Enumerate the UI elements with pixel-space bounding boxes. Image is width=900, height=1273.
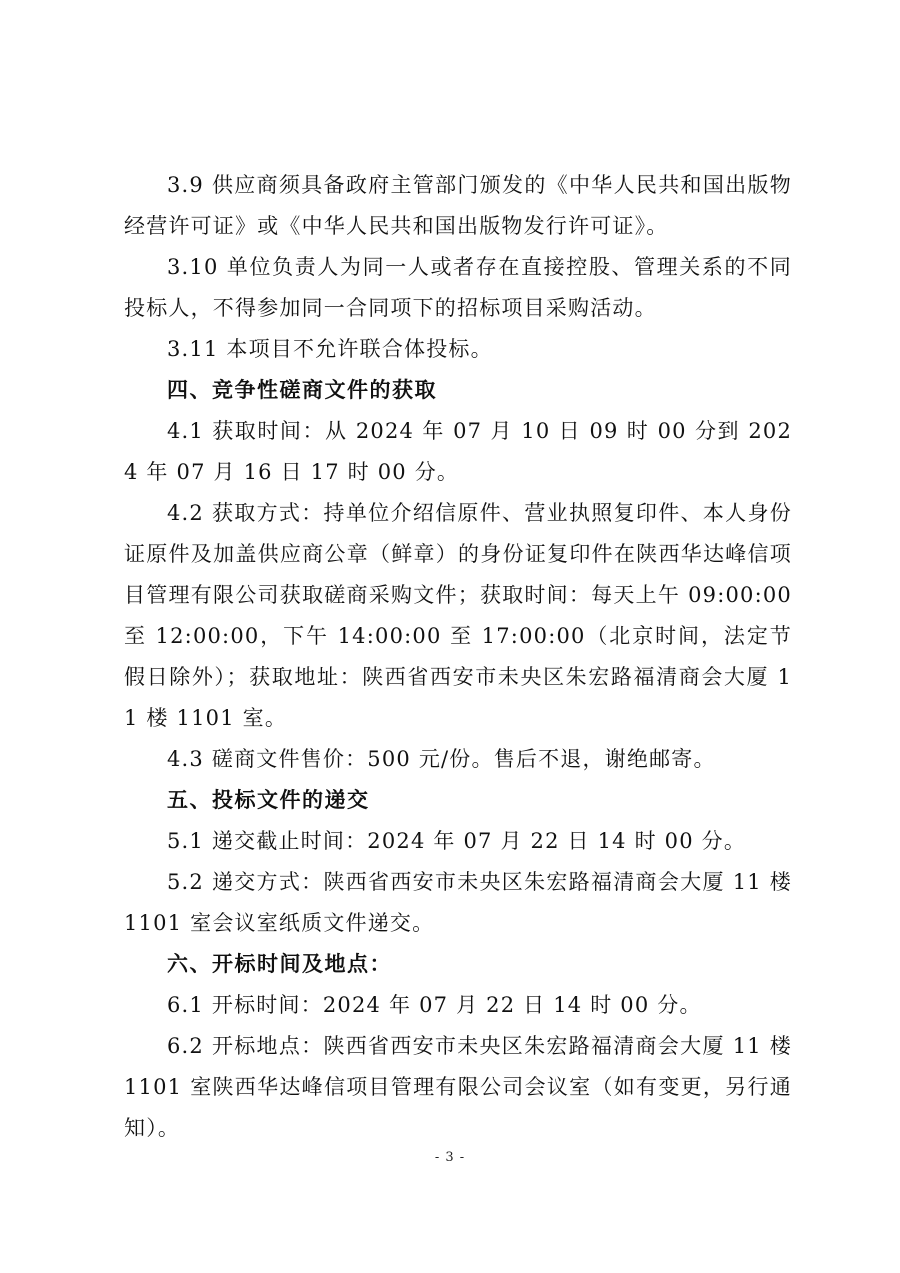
clause-3-10: 3.10 单位负责人为同一人或者存在直接控股、管理关系的不同投标人，不得参加同一合同项下的招标项目采购活动。 xyxy=(124,255,792,320)
section-heading-5: 五、投标文件的递交 xyxy=(167,788,370,812)
clause-4-2: 4.2 获取方式：持单位介绍信原件、营业执照复印件、本人身份证原件及加盖供应商公章（鲜章）的身份证复印件在陕西华达峰信项目管理有限公司获取磋商采购文件；获取时间：每天上午 09:00:00 至 12:00:00，下午 14:00:00 至 17:00:00（北京时间，法定节假日除外）；获取地址：陕西省西安市未央区朱宏路福清商会大厦 11 楼 1101 室。 xyxy=(124,501,792,730)
clause-6-2: 6.2 开标地点：陕西省西安市未央区朱宏路福清商会大厦 11 楼 1101 室陕西华达峰信项目管理有限公司会议室（如有变更，另行通知）。 xyxy=(124,1034,792,1140)
clause-3-9: 3.9 供应商须具备政府主管部门颁发的《中华人民共和国出版物经营许可证》或《中华人民共和国出版物发行许可证》。 xyxy=(124,173,792,238)
clause-4-1: 4.1 获取时间：从 2024 年 07 月 10 日 09 时 00 分到 2024 年 07 月 16 日 17 时 00 分。 xyxy=(124,419,792,484)
section-heading-4: 四、竞争性磋商文件的获取 xyxy=(167,378,437,402)
page-number: - 3 - xyxy=(434,1150,466,1165)
clause-3-11: 3.11 本项目不允许联合体投标。 xyxy=(167,337,493,361)
document-body xyxy=(124,165,792,1149)
clause-6-1: 6.1 开标时间：2024 年 07 月 22 日 14 时 00 分。 xyxy=(167,993,702,1017)
section-heading-6: 六、开标时间及地点： xyxy=(167,952,392,976)
clause-5-2: 5.2 递交方式：陕西省西安市未央区朱宏路福清商会大厦 11 楼 1101 室会议室纸质文件递交。 xyxy=(124,870,792,935)
clause-5-1: 5.1 递交截止时间：2024 年 07 月 22 日 14 时 00 分。 xyxy=(167,829,747,853)
clause-4-3: 4.3 磋商文件售价：500 元/份。售后不退，谢绝邮寄。 xyxy=(167,747,716,771)
